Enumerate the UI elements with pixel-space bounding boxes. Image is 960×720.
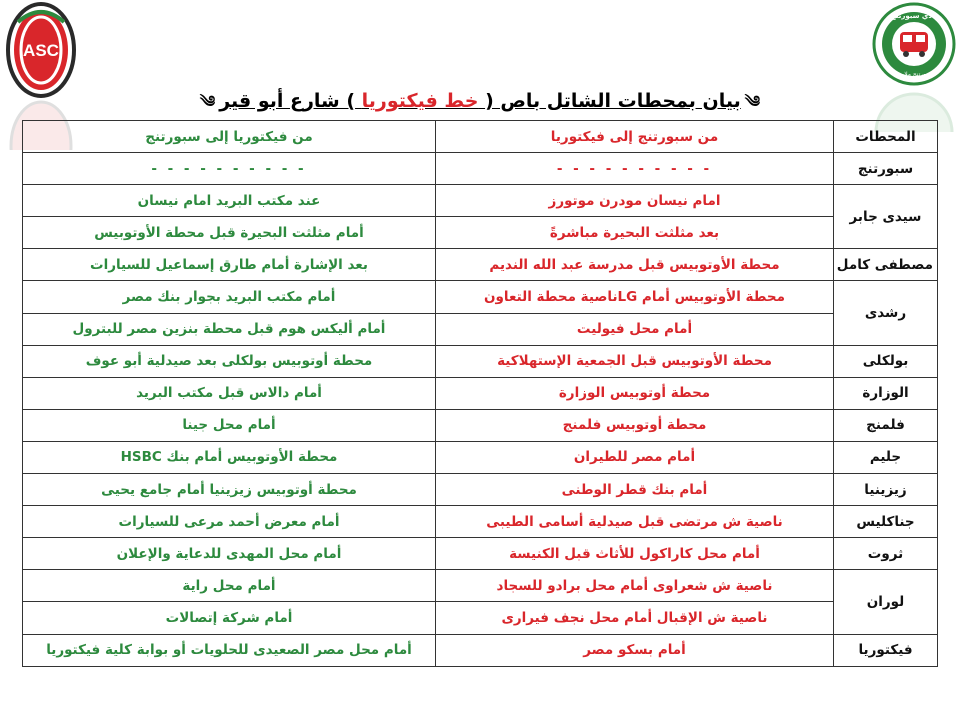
stop-to-sporting: محطة أوتوبيس زيزينيا أمام جامع يحيى — [23, 474, 436, 506]
station-name: فلمنج — [834, 409, 938, 441]
stop-to-sporting: أمام محل راية — [23, 570, 436, 602]
stop-to-victoria: - - - - - - - - - - — [436, 153, 834, 185]
stop-to-victoria: بعد مثلثت البحيرة مباشرةً — [436, 217, 834, 249]
stop-to-victoria: أمام مصر للطيران — [436, 441, 834, 473]
table-row — [23, 570, 938, 602]
table-row — [23, 249, 938, 281]
stop-to-victoria: ناصية ش مرتضى قبل صيدلية أسامى الطيبى — [436, 506, 834, 538]
stop-to-sporting: أمام مكتب البريد بجوار بنك مصر — [23, 281, 436, 313]
stop-to-sporting: أمام شركة إتصالات — [23, 602, 436, 634]
station-name: زيزينيا — [834, 474, 938, 506]
stop-to-sporting: بعد الإشارة أمام طارق إسماعيل للسيارات — [23, 249, 436, 281]
station-name: ثروت — [834, 538, 938, 570]
stop-to-sporting: أمام محل مصر الصعيدى للحلويات أو بوابة كلية فيكتوريا — [23, 634, 436, 666]
stop-to-victoria: أمام محل كاراكول للأثاث قبل الكنيسة — [436, 538, 834, 570]
table-row — [23, 313, 938, 345]
stop-to-sporting: أمام محل جينا — [23, 409, 436, 441]
stop-to-victoria: أمام محل فيوليت — [436, 313, 834, 345]
asc-logo-text: ASC — [23, 41, 59, 60]
stop-to-victoria: أمام بنك قطر الوطنى — [436, 474, 834, 506]
stop-to-victoria: أمام بسكو مصر — [436, 634, 834, 666]
header-to-victoria: من سبورتنج إلى فيكتوريا — [436, 121, 834, 153]
stop-to-sporting: أمام أليكس هوم قبل محطة بنزين مصر للبترول — [23, 313, 436, 345]
header-station: المحطات — [834, 121, 938, 153]
table-row — [23, 409, 938, 441]
ornament-icon: ༄ — [199, 92, 216, 111]
stop-to-victoria: محطة الأوتوبيس أمام LGناصية محطة التعاون — [436, 281, 834, 313]
table-row — [23, 634, 938, 666]
stop-to-sporting: محطة أوتوبيس بولكلى بعد صيدلية أبو عوف — [23, 345, 436, 377]
header-to-sporting: من فيكتوريا إلى سبورتنج — [23, 121, 436, 153]
stop-to-victoria: محطة الأوتوبيس قبل مدرسة عبد الله النديم — [436, 249, 834, 281]
station-name: بولكلى — [834, 345, 938, 377]
stations-table — [22, 120, 938, 667]
table-row — [23, 185, 938, 217]
stop-to-sporting: أمام معرض أحمد مرعى للسيارات — [23, 506, 436, 538]
sporting-club-logo-right — [872, 2, 956, 86]
station-name: الوزارة — [834, 377, 938, 409]
table-row — [23, 153, 938, 185]
stop-to-sporting: أمام مثلثت البحيرة قبل محطة الأوتوبيس — [23, 217, 436, 249]
station-name: جناكليس — [834, 506, 938, 538]
station-name: سيدى جابر — [834, 185, 938, 249]
station-name: لوران — [834, 570, 938, 634]
table-header-row — [23, 121, 938, 153]
station-name: مصطفى كامل — [834, 249, 938, 281]
table-row — [23, 441, 938, 473]
station-name: فيكتوريا — [834, 634, 938, 666]
stop-to-sporting: عند مكتب البريد امام نيسان — [23, 185, 436, 217]
table-row — [23, 506, 938, 538]
station-name: رشدى — [834, 281, 938, 345]
table-row — [23, 474, 938, 506]
stop-to-victoria: محطة أوتوبيس فلمنج — [436, 409, 834, 441]
stop-to-victoria: امام نيسان مودرن موتورز — [436, 185, 834, 217]
station-name: جليم — [834, 441, 938, 473]
stop-to-victoria: محطة أوتوبيس الوزارة — [436, 377, 834, 409]
table-row — [23, 345, 938, 377]
stop-to-sporting: أمام دالاس قبل مكتب البريد — [23, 377, 436, 409]
stop-to-victoria: ناصية ش شعراوى أمام محل برادو للسجاد — [436, 570, 834, 602]
stop-to-sporting: - - - - - - - - - - — [23, 153, 436, 185]
table-row — [23, 602, 938, 634]
station-name: سبورتنج — [834, 153, 938, 185]
stop-to-sporting: محطة الأوتوبيس أمام بنك HSBC — [23, 441, 436, 473]
table-row — [23, 281, 938, 313]
title-suffix: ) شارع أبو قير — [219, 90, 356, 112]
table-row — [23, 377, 938, 409]
stop-to-victoria: ناصية ش الإقبال أمام محل نجف فيرارى — [436, 602, 834, 634]
table-row — [23, 217, 938, 249]
title-prefix: بيان بمحطات الشاتل باص ( — [485, 90, 741, 112]
stop-to-sporting: أمام محل المهدى للدعاية والإعلان — [23, 538, 436, 570]
stop-to-victoria: محطة الأوتوبيس قبل الجمعية الإستهلاكية — [436, 345, 834, 377]
sporting-logo-bottom-text: سبورتنج ملابس — [894, 71, 934, 78]
ornament-icon: ༄ — [744, 92, 761, 111]
title-line-name: خط فيكتوريا — [361, 90, 479, 112]
sporting-logo-top-text: نادي سبورتنج — [890, 12, 938, 20]
table-row — [23, 538, 938, 570]
